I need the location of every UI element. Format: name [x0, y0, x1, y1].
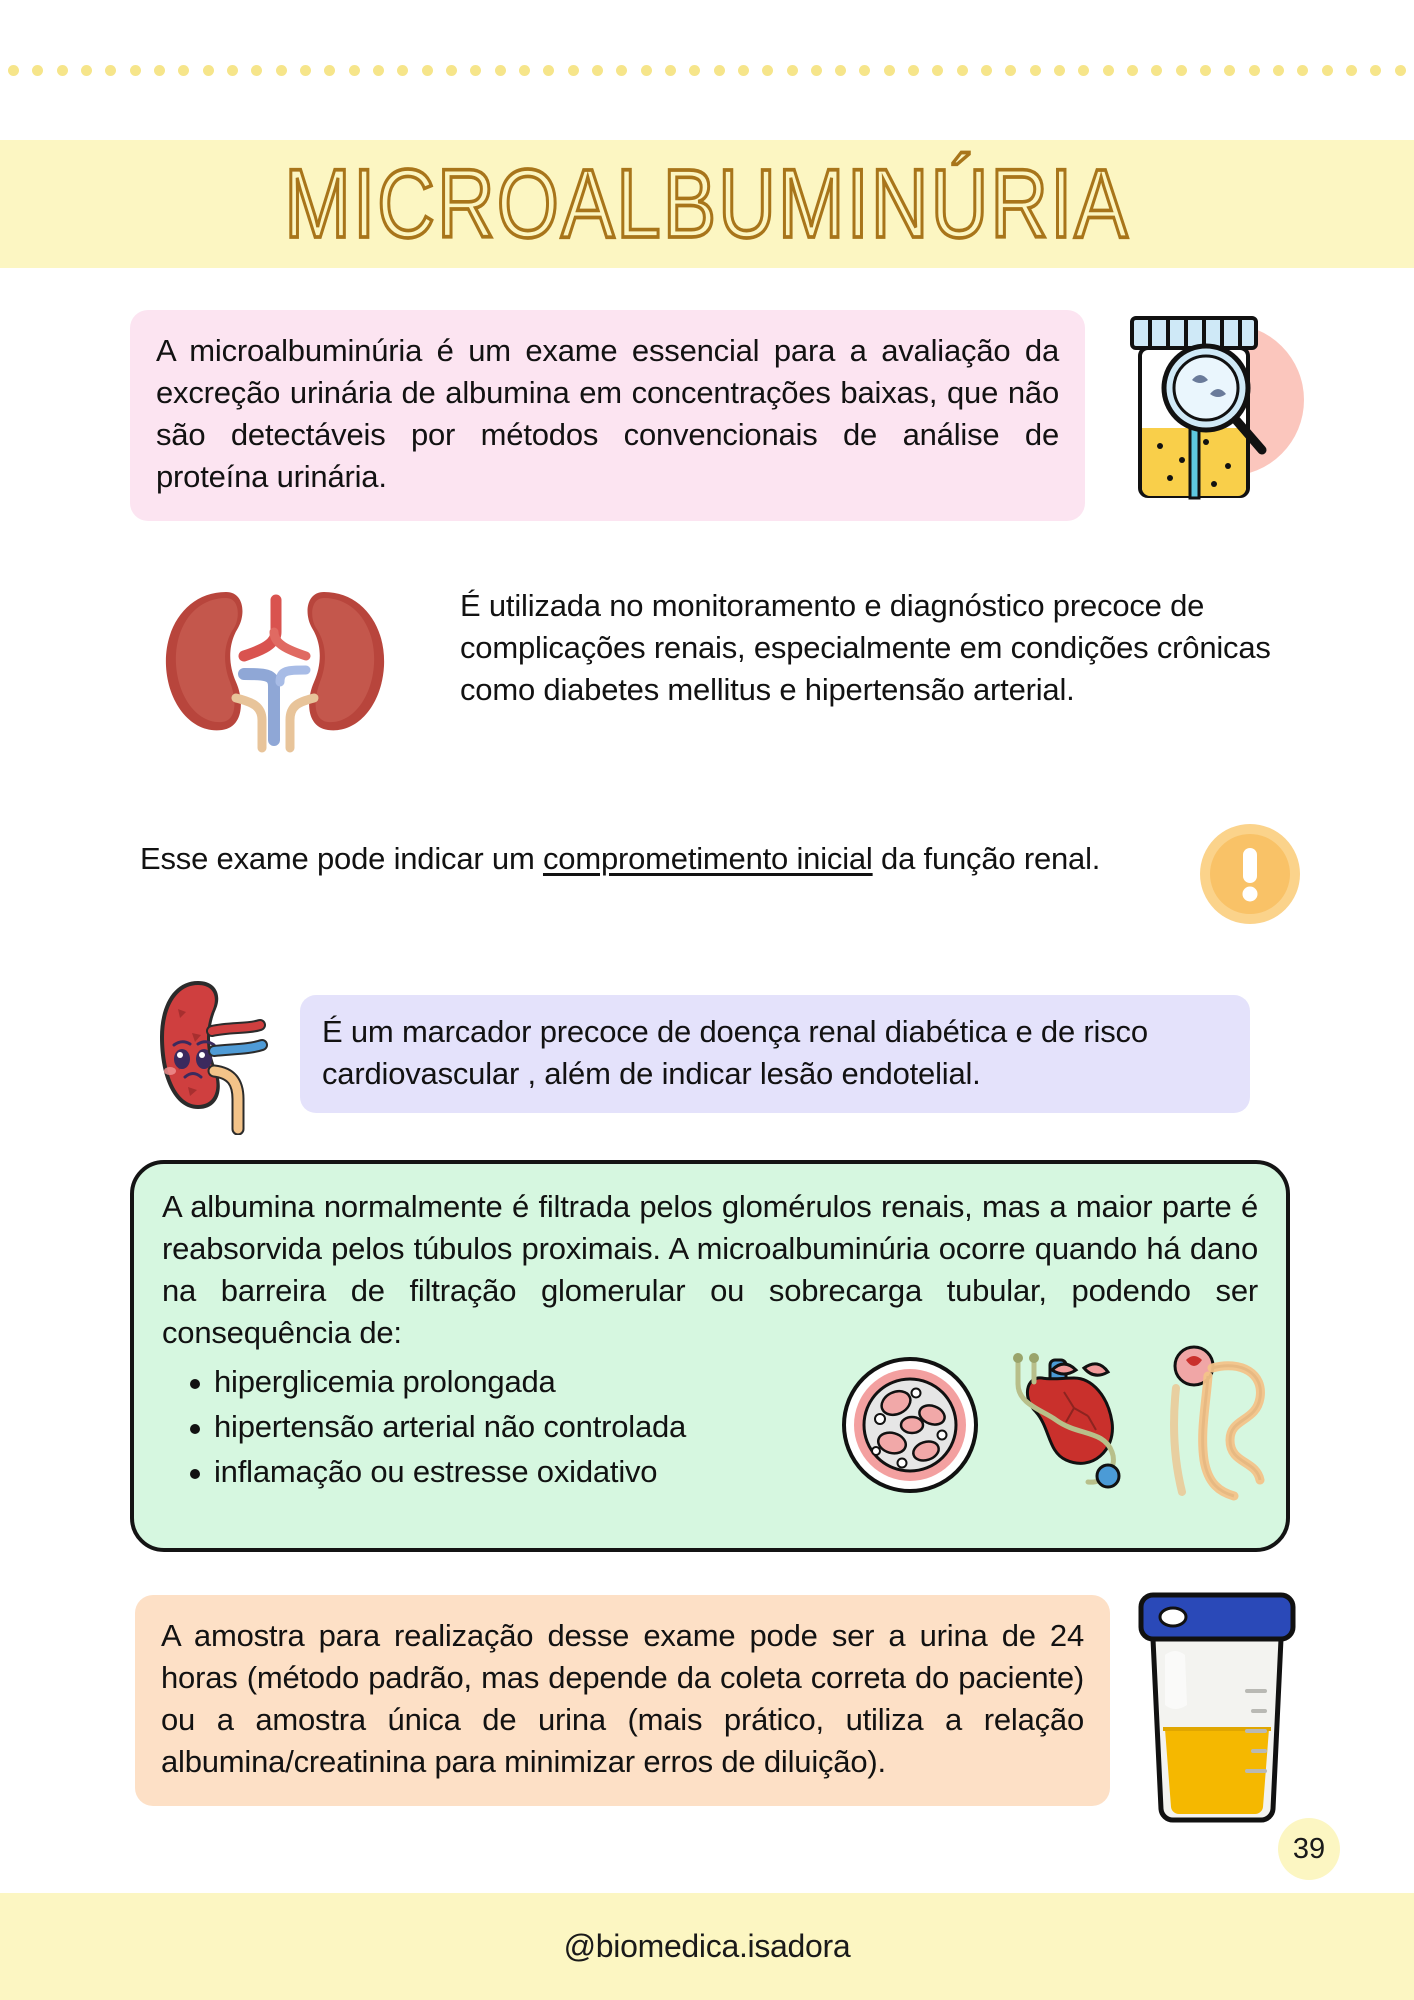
- glomerulus-cells-illustration: [840, 1355, 980, 1495]
- decorative-dot: [932, 65, 943, 76]
- decorative-dot: [1103, 65, 1114, 76]
- decorative-dot: [81, 65, 92, 76]
- decorative-dot: [616, 65, 627, 76]
- decorative-dot: [714, 65, 725, 76]
- footer-handle: @biomedica.isadora: [563, 1928, 851, 1964]
- decorative-dot: [1224, 65, 1235, 76]
- decorative-dot: [665, 65, 676, 76]
- decorative-dot: [57, 65, 68, 76]
- decorative-dot: [1322, 65, 1333, 76]
- decorative-dot: [1249, 65, 1260, 76]
- intro-paragraph: A microalbuminúria é um exame essencial para a avaliação da excreção urinária de albumina em concentrações baixas, que não são detectáveis por métodos convencionais de análise de proteína urinária.: [156, 333, 1059, 495]
- decorative-dot: [908, 65, 919, 76]
- decorative-dot: [1127, 65, 1138, 76]
- decorative-dot: [762, 65, 773, 76]
- nephron-tubule-illustration: [1160, 1340, 1290, 1505]
- decorative-dot: [251, 65, 262, 76]
- page-title: MICROALBUMINÚRIA: [284, 149, 1130, 258]
- early-sign-suffix: da função renal.: [872, 841, 1101, 876]
- decorative-dot: [1151, 65, 1162, 76]
- list-item: hiperglicemia prolongada: [162, 1361, 1258, 1403]
- decorative-dot: [689, 65, 700, 76]
- footer-bar: [0, 1893, 1414, 2000]
- decorative-dot: [811, 65, 822, 76]
- decorative-dot: [1054, 65, 1065, 76]
- kidneys-anatomy-illustration: [140, 570, 410, 755]
- heart-stethoscope-illustration: [1000, 1348, 1140, 1503]
- decorative-dot: [957, 65, 968, 76]
- decorative-dot: [568, 65, 579, 76]
- decorative-dot: [592, 65, 603, 76]
- decorative-dot: [1005, 65, 1016, 76]
- decorative-dot: [1176, 65, 1187, 76]
- decorative-dot: [884, 65, 895, 76]
- decorative-dot: [446, 65, 457, 76]
- exclamation-alert-icon: [1198, 822, 1302, 926]
- list-item: inflamação ou estresse oxidativo: [162, 1451, 1258, 1493]
- decorative-dot: [519, 65, 530, 76]
- decorative-dot: [397, 65, 408, 76]
- mechanism-lead: A albumina normalmente é filtrada pelos glomérulos renais, mas a maior parte é reabsorvida pelos túbulos proximais. A microalbuminúria ocorre quando há dano na barreira de filtração glomerular ou sobrecarga tubular, podendo ser consequência de:: [162, 1189, 1258, 1351]
- decorative-dot: [349, 65, 360, 76]
- page-number-badge: 39: [1278, 1818, 1340, 1880]
- decorative-dot: [470, 65, 481, 76]
- decorative-dot: [859, 65, 870, 76]
- decorative-dot: [1273, 65, 1284, 76]
- decorative-dot: [641, 65, 652, 76]
- decorative-dot: [324, 65, 335, 76]
- decorative-dot: [178, 65, 189, 76]
- decorative-dot: [1078, 65, 1089, 76]
- decorative-dot: [422, 65, 433, 76]
- decorative-dot-border: [0, 62, 1414, 78]
- list-item: hipertensão arterial não controlada: [162, 1406, 1258, 1448]
- decorative-dot: [130, 65, 141, 76]
- decorative-dot: [543, 65, 554, 76]
- urine-sample-analysis-icon: [1110, 300, 1310, 515]
- urine-specimen-cup-illustration: [1125, 1585, 1310, 1830]
- decorative-dot: [738, 65, 749, 76]
- decorative-dot: [495, 65, 506, 76]
- decorative-dot: [787, 65, 798, 76]
- decorative-dot: [1370, 65, 1381, 76]
- early-sign-paragraph-block: [140, 838, 1175, 880]
- decorative-dot: [227, 65, 238, 76]
- decorative-dot: [8, 65, 19, 76]
- decorative-dot: [203, 65, 214, 76]
- decorative-dot: [835, 65, 846, 76]
- sample-paragraph: A amostra para realização desse exame pode ser a urina de 24 horas (método padrão, mas depende da coleta correta do paciente) ou a amostra única de urina (mais prático, utiliza a relação albumina/creatinina para minimizar erros de diluição).: [161, 1618, 1084, 1780]
- usage-paragraph: É utilizada no monitoramento e diagnóstico precoce de complicações renais, especialmente em condições crônicas como diabetes mellitus e hipertensão arterial.: [460, 588, 1271, 708]
- decorative-dot: [1200, 65, 1211, 76]
- marker-text-box: [300, 995, 1250, 1113]
- decorative-dot: [300, 65, 311, 76]
- decorative-dot: [32, 65, 43, 76]
- decorative-dot: [105, 65, 116, 76]
- early-sign-underlined: comprometimento inicial: [542, 841, 873, 876]
- sample-text-box: [135, 1595, 1110, 1806]
- early-sign-prefix: Esse exame pode indicar um: [140, 841, 543, 876]
- usage-paragraph-block: [460, 585, 1285, 711]
- sad-kidney-character-illustration: [152, 975, 277, 1135]
- decorative-dot: [1297, 65, 1308, 76]
- decorative-dot: [373, 65, 384, 76]
- decorative-dot: [981, 65, 992, 76]
- decorative-dot: [276, 65, 287, 76]
- decorative-dot: [154, 65, 165, 76]
- decorative-dot: [1395, 65, 1406, 76]
- decorative-dot: [1030, 65, 1041, 76]
- decorative-dot: [1346, 65, 1357, 76]
- marker-paragraph: É um marcador precoce de doença renal diabética e de risco cardiovascular , além de indicar lesão endotelial.: [322, 1014, 1148, 1092]
- intro-text-box: [130, 310, 1085, 521]
- title-banner: [0, 140, 1414, 268]
